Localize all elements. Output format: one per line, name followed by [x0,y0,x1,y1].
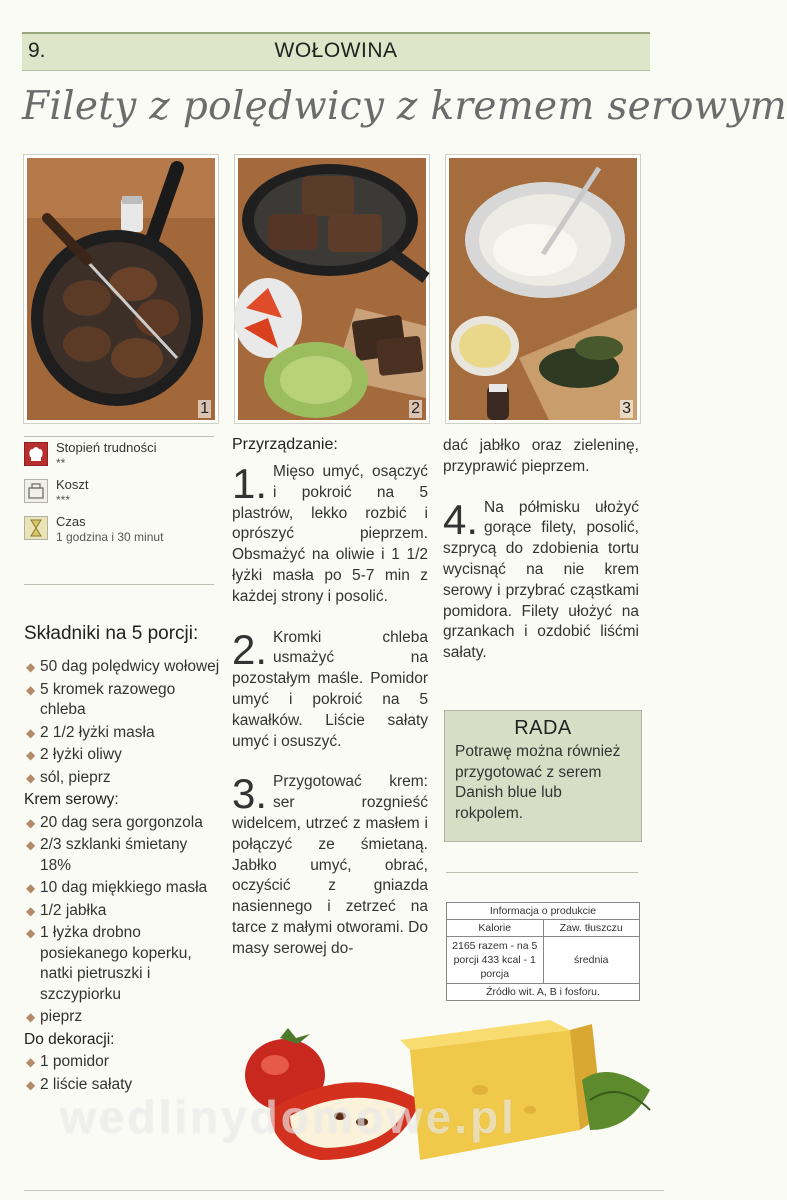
list-item: ◆ 50 dag polędwicy wołowej [26,658,220,675]
step-3 [232,772,428,959]
step-3-continued: dać jabłko oraz zieleninę, przyprawić pieprzem. [443,437,639,475]
recipe-title: Filety z polędwicy z kremem serowym [22,84,787,129]
table-row [447,937,639,984]
list-item: ◆ 2/3 szklanki śmietany 18% [26,836,188,874]
section-title: WOŁOWINA [274,39,398,62]
photo-step-1 [24,155,218,423]
calories-value: 2165 razem - na 5 porcji 433 kcal - 1 porcja [452,940,538,980]
photo-step-3 [446,155,640,423]
difficulty-label: Stopień trudności [56,440,157,455]
list-item: ◆ 2 1/2 łyżki masła [26,723,155,741]
fat-value: średnia [543,937,640,983]
product-info-table [446,902,640,1001]
step-number: 4. [443,495,479,543]
time-label: Czas [56,514,86,529]
preparation-column [232,436,428,980]
watermark: wedlinydomowe.pl [60,1091,517,1143]
recipe-meta [24,440,216,551]
info-title: Informacja o produkcie [447,903,639,920]
table-row [447,920,639,937]
step-4 [443,495,639,664]
difficulty-value: ** [56,456,66,470]
cash-register-icon [24,479,48,503]
step-2 [232,625,428,753]
hourglass-icon [24,516,48,540]
fat-header: Zaw. tłuszczu [543,920,640,936]
list-item: ◆ 1/2 jabłka [26,901,107,919]
header-bar [22,32,650,71]
divider [24,436,214,437]
step-text: Kromki chleba usmażyć na pozostałym maśle. Pomidor umyć i pokroić na 5 kawałków. Liście sałaty umyć i osuszyć. [232,628,428,750]
time-value: 1 godzina i 30 minut [56,530,164,544]
list-item: ◆ 5 kromek razowego chleba [26,680,176,718]
cost-value: *** [56,493,71,507]
cost-label: Koszt [56,477,89,492]
step-1 [232,462,428,608]
photo-step-2 [235,155,429,423]
time-row [24,514,216,548]
divider [446,872,638,873]
ingredients-title: Składniki na 5 porcji: [24,623,199,644]
list-item: ◆ 10 dag miękkiego masła [26,879,208,896]
step-text: Przygotować krem: ser rozgnieść widelcem, utrzeć z masłem i połączyć ze śmietaną. Jabłko umyć, obrać, oczyścić z gniazda nasiennego i zetrzeć na tarce z małymi otworami. Do masy serowej do- [232,773,428,957]
divider [24,584,214,585]
cream-subtitle: Krem serowy: [24,791,119,808]
step-number: 2. [232,625,268,673]
preparation-column-continued [443,436,639,684]
list-item: ◆ 20 dag sera gorgonzola [26,813,203,831]
list-item: ◆ sól, pieprz [26,768,111,786]
step-text: Na półmisku ułożyć gorące filety, posolić, szprycą do zdobienia tortu wycisnąć na nie krem serowy i przybrać cząstkami pomidora. Filety ułożyć na grzankach i ozdobić liśćmi sałaty. [443,498,639,662]
chef-hat-icon [24,442,48,466]
preparation-title: Przyrządzanie: [232,436,338,453]
difficulty-row [24,440,216,474]
ingredients-list [24,657,220,1097]
tip-text: Potrawę można również przygotować z serem Danish blue lub rokpolem. [455,743,621,822]
photo-number: 3 [622,400,631,417]
list-item: ◆ 1 pomidor [26,1053,109,1070]
cost-row [24,477,216,511]
photo-number: 2 [411,400,420,417]
list-item: ◆ 2 liście sałaty [26,1075,133,1093]
decor-subtitle: Do dekoracji: [24,1030,115,1048]
calories-header: Kalorie [478,922,512,934]
step-number: 1. [232,460,268,507]
page-number: 9. [28,39,46,62]
info-footer: Źródło wit. A, B i fosforu. [486,986,600,998]
list-item: ◆ 2 łyżki oliwy [26,746,122,763]
tip-box [444,710,642,842]
list-item: ◆ pieprz [26,1008,83,1025]
list-item: ◆ 1 łyżka drobno posiekanego koperku, natki pietruszki i szczypiorku [26,924,192,1003]
photo-number: 1 [200,400,209,417]
step-number: 3. [232,770,268,818]
step-text: Mięso umyć, osączyć i pokroić na 5 plastrów, lekko rozbić i oprószyć pieprzem. Obsmażyć na oliwie i 1 1/2 łyżki masła po 5-7 min z każdej strony i posolić. [232,463,428,605]
divider [24,1190,664,1191]
tip-title: RADA [514,717,572,739]
